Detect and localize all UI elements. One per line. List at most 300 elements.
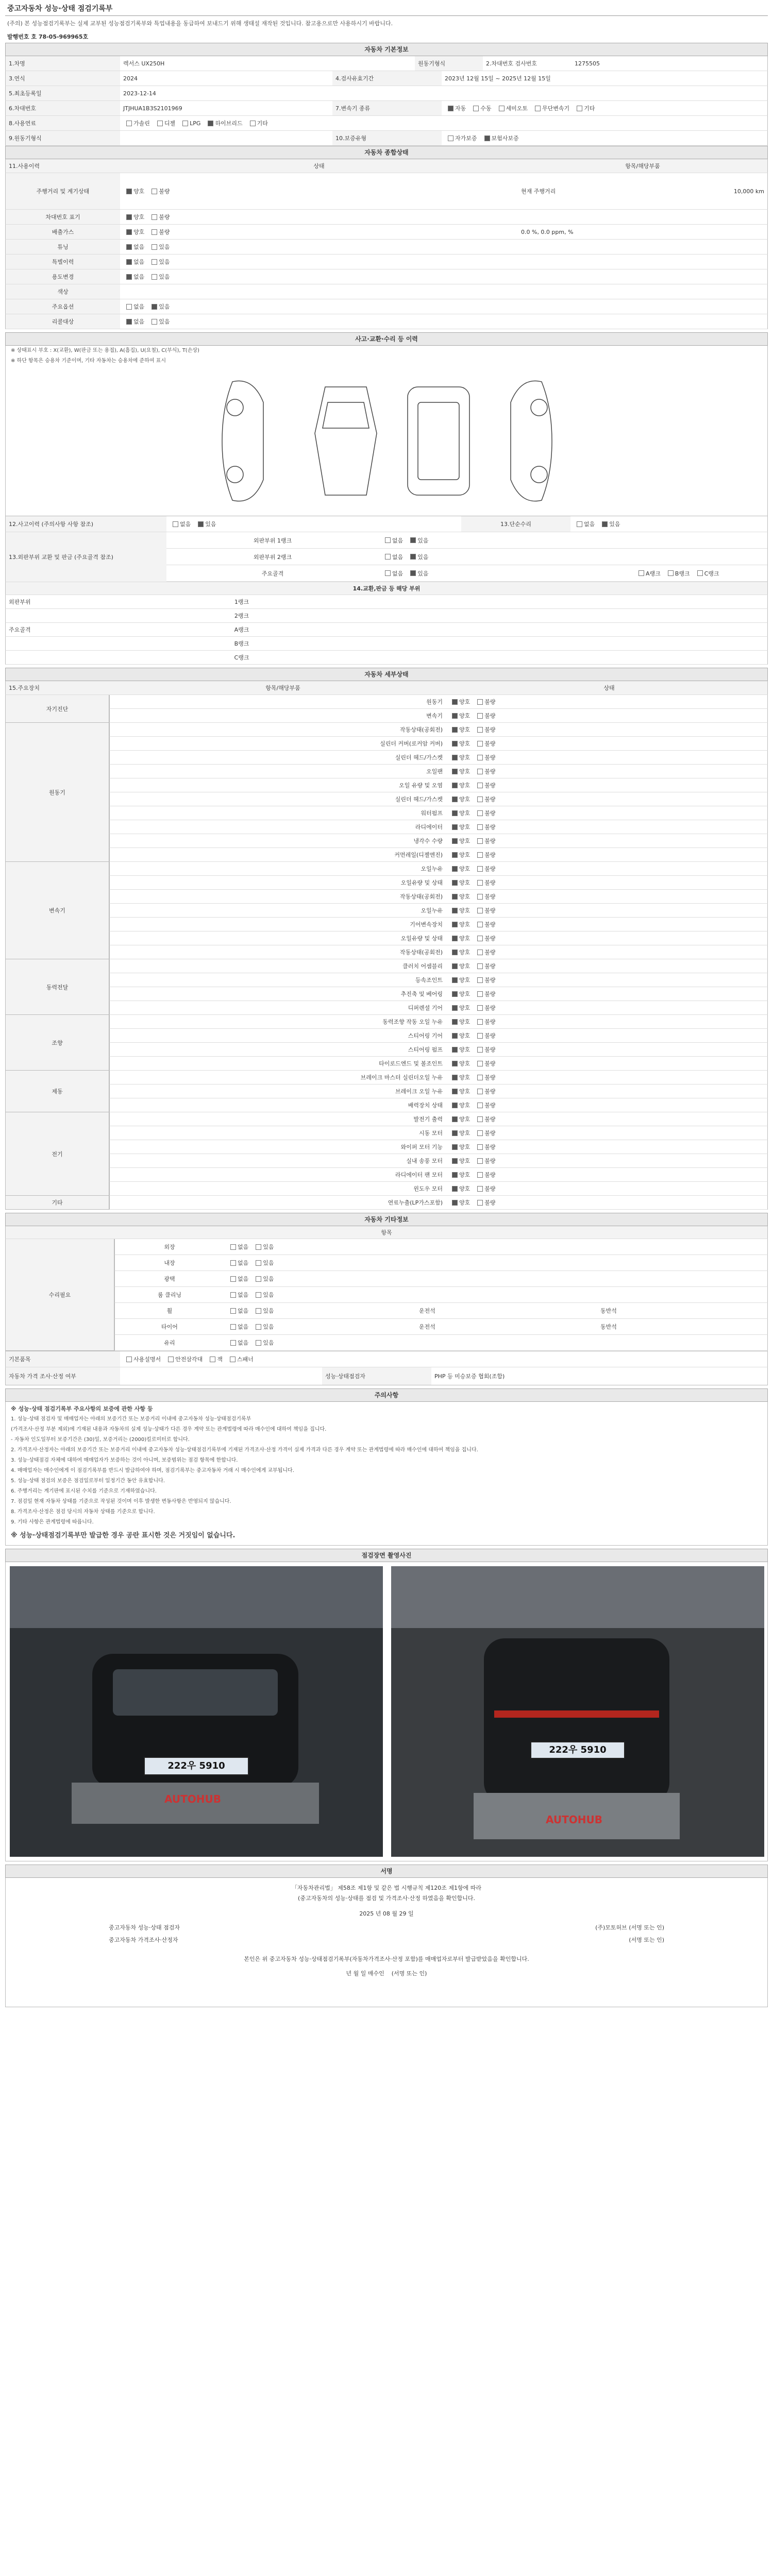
detail-row: [109, 723, 768, 737]
section-photos: 점검장면 촬영사진: [5, 1549, 768, 1562]
price-label: 자동차 가격 조사·산정 여부: [6, 1367, 120, 1385]
transmission-options: [442, 101, 767, 115]
basic-table: [5, 56, 768, 146]
state-checkbox[interactable]: 양호: [449, 1018, 470, 1026]
outer-rank2-label: 외판부위 2랭크: [253, 553, 292, 561]
detail-row: [109, 709, 768, 723]
checkbox-icon: [477, 727, 483, 733]
detail-group-label: 기타: [5, 1196, 109, 1210]
checkbox-icon: [152, 274, 157, 280]
checkbox-icon: [256, 1260, 261, 1266]
detail-group-label: 자기진단: [5, 695, 109, 723]
option-checkbox[interactable]: 디젤: [154, 119, 175, 127]
checkbox-checked-icon: [452, 783, 458, 788]
state-checkbox[interactable]: 불량: [474, 1004, 495, 1012]
detail-item-label: 와이퍼 모터 기능: [400, 1144, 443, 1150]
basic-value: 2023-12-14: [123, 90, 156, 97]
detail-item-label: 스티어링 펌프: [408, 1046, 443, 1053]
checkbox-checked-icon: [452, 741, 458, 747]
detail-row: [109, 918, 768, 931]
state-checkbox[interactable]: 불량: [474, 1073, 495, 1081]
mileage-label: 현재 주행거리: [521, 188, 556, 195]
state-checkbox[interactable]: 양호: [449, 906, 470, 914]
overall-item-label: 주행거리 및 계기상태: [6, 173, 120, 209]
state-checkbox[interactable]: 불량: [474, 711, 495, 720]
accident-legend: ※ 상태표시 부호 : X(교환), W(판금 또는 용접), A(흠집), U(요철), C(부식), T(손상): [11, 348, 199, 353]
detail-row: [109, 1154, 768, 1168]
state-checkbox[interactable]: 불량: [474, 809, 495, 817]
checkbox-icon: [477, 755, 483, 760]
overall-row: [5, 284, 768, 299]
state-checkbox[interactable]: 양호: [449, 976, 470, 984]
checkbox-icon: [477, 1186, 483, 1192]
sign-date: 2025 년 08 월 29 일: [359, 1910, 414, 1917]
detail-row: [109, 876, 768, 890]
checkbox-icon: [577, 521, 582, 527]
notes-line: 8. 가격조사·산정은 점검 당시의 자동차 상태를 기준으로 합니다.: [11, 1509, 155, 1515]
checkbox-icon: [126, 304, 132, 310]
option-checkbox[interactable]: 가솔린: [123, 119, 150, 127]
state-checkbox[interactable]: 불량: [474, 1059, 495, 1067]
state-checkbox[interactable]: 불량: [474, 1129, 495, 1137]
option-checkbox[interactable]: 수동: [470, 104, 491, 112]
checkbox-checked-icon: [452, 880, 458, 886]
basic-row: [5, 86, 768, 101]
detail-item-label: 기어변속장치: [410, 921, 443, 928]
detail-row: [109, 1057, 768, 1071]
detail-row: [109, 1126, 768, 1140]
state-checkbox[interactable]: 불량: [474, 739, 495, 748]
notes-line: - 자동차 인도일부터 보증기간은 (30)일, 보증거리는 (2000)킬로미터로 합니다.: [11, 1437, 190, 1443]
state-checkbox[interactable]: 양호: [449, 1171, 470, 1179]
state-checkbox[interactable]: 불량: [474, 1198, 495, 1207]
overall-item-label: 특별이력: [6, 255, 120, 269]
state-checkbox[interactable]: 양호: [449, 934, 470, 942]
detail-row: [109, 737, 768, 751]
inspector-label: 중고자동차 성능·상태 점검자: [109, 1924, 180, 1931]
notes-line: 1. 성능·상태 점검자 및 매매업자는 아래의 보증기간 또는 보증거리 이내에 중고자동차 성능·상태점검기록부: [11, 1416, 251, 1422]
checkbox-icon: [477, 963, 483, 969]
inspector-signature[interactable]: (주)모토허브 (서명 또는 인): [595, 1924, 664, 1931]
checkbox-checked-icon: [452, 1130, 458, 1136]
photos-area: [5, 1562, 768, 1861]
state-checkbox[interactable]: 불량: [474, 725, 495, 734]
detail-item-label: 워터펌프: [421, 810, 443, 817]
state-checkbox[interactable]: 양호: [449, 767, 470, 775]
notes-line: 4. 매매업자는 매수인에게 이 점검기록부를 반드시 발급하여야 하며, 점검기록부는 중고자동차 거래 시 매수인에게 교부됩니다.: [11, 1468, 294, 1473]
option-checkbox[interactable]: 자가보증: [445, 134, 477, 142]
checkbox-icon: [168, 1357, 174, 1362]
state-checkbox[interactable]: 양호: [449, 1073, 470, 1081]
checkbox-icon: [230, 1260, 236, 1266]
detail-row: [109, 890, 768, 904]
section-sign: 서명: [5, 1865, 768, 1878]
detail-row: [109, 1029, 768, 1043]
state-checkbox[interactable]: 불량: [474, 1157, 495, 1165]
accident-q3-label: 13.외판부위 교환 및 판금 (주요골격 참조): [6, 532, 166, 582]
basic-label: 5.최초등록일: [6, 86, 120, 100]
warranty-options: [442, 131, 767, 145]
detail-group: [5, 1196, 768, 1210]
checkbox-checked-icon: [452, 950, 458, 955]
checkbox-checked-icon: [602, 521, 608, 527]
state-checkbox[interactable]: 불량: [474, 906, 495, 914]
notes-warning: ※ 성능·상태점검기록부만 발급한 경우 공란 표시한 것은 거짓임이 없습니다.: [11, 1532, 236, 1539]
notes-block: [5, 1402, 768, 1546]
state-checkbox[interactable]: 불량: [474, 698, 495, 706]
detail-row: [109, 1140, 768, 1154]
detail-group: [5, 1015, 768, 1071]
checkbox-icon: [230, 1357, 236, 1362]
state-checkbox[interactable]: 불량: [474, 781, 495, 789]
checkbox-checked-icon: [410, 537, 416, 543]
detail-group: [5, 695, 768, 723]
checkbox-icon: [477, 1089, 483, 1094]
option-checkbox[interactable]: 세미오토: [496, 104, 528, 112]
option-checkbox[interactable]: 하이브리드: [205, 119, 242, 127]
checkbox-icon: [256, 1292, 261, 1298]
cert-value: 78-05-969965호: [38, 33, 89, 40]
notes-line: 6. 주행거리는 계기판에 표시된 수치를 기준으로 기재하였습니다.: [11, 1488, 157, 1494]
detail-item-label: 시동 모터: [418, 1130, 443, 1137]
checkbox-icon: [385, 537, 391, 543]
checkbox-checked-icon: [452, 796, 458, 802]
checkbox-icon: [477, 1047, 483, 1053]
state-checkbox[interactable]: 양호: [449, 725, 470, 734]
checkbox-checked-icon: [452, 1186, 458, 1192]
checkbox-checked-icon: [452, 769, 458, 774]
state-checkbox[interactable]: 양호: [449, 1004, 470, 1012]
state-checkbox[interactable]: 양호: [449, 865, 470, 873]
state-checkbox[interactable]: 불량: [474, 1087, 495, 1095]
state-checkbox[interactable]: 양호: [449, 698, 470, 706]
detail-row: [109, 1168, 768, 1182]
detail-item-label: 실린더 커버(로커암 커버): [380, 740, 443, 747]
checkbox-icon: [477, 1075, 483, 1080]
checkbox-icon: [477, 1005, 483, 1011]
checkbox-checked-icon: [452, 1158, 458, 1164]
checkbox-icon: [477, 894, 483, 900]
car-diagram-area: [5, 346, 768, 516]
option-checkbox[interactable]: 자동: [445, 104, 466, 112]
transmission-label: 7.변속기 종류: [332, 101, 442, 115]
state-checkbox[interactable]: 불량: [474, 1018, 495, 1026]
sign-line-1: 「자동차관리법」 제58조 제1항 및 같은 법 시행규칙 제120조 제1항에 따라: [291, 1885, 482, 1891]
state-checkbox[interactable]: 불량: [474, 990, 495, 998]
detail-row: [109, 1015, 768, 1029]
section-basic-info: 자동차 기본정보: [5, 43, 768, 56]
checkbox-checked-icon: [452, 824, 458, 830]
state-checkbox[interactable]: 양호: [449, 990, 470, 998]
detail-item-label: 오일유량 및 상태: [400, 879, 443, 886]
pricer-signature[interactable]: (서명 또는 인): [629, 1937, 664, 1943]
detail-head-main: 15.주요장치: [9, 685, 40, 691]
state-checkbox[interactable]: 불량: [474, 837, 495, 845]
overall-head-item: 11.사용이력: [6, 159, 120, 173]
detail-item-label: 작동상태(공회전): [400, 726, 443, 733]
checkbox-icon: [385, 570, 391, 576]
checkbox-icon: [477, 838, 483, 844]
document-title: 중고자동차 성능·상태 점검기록부: [5, 0, 768, 16]
state-checkbox[interactable]: 양호: [449, 920, 470, 928]
detail-group-label: 변속기: [5, 862, 109, 959]
checkbox-icon: [477, 713, 483, 719]
checkbox-checked-icon: [126, 214, 132, 220]
checkbox-checked-icon: [126, 229, 132, 235]
detail-row: [109, 1098, 768, 1112]
notice-text: (주의) 본 성능점검기록부는 실제 교부된 성능점검기록부와 특업내용을 동급하여 보내드기 위해 생태설 재작된 것입니다. 참고용으로만 사용하시기 바랍니다.: [7, 20, 393, 27]
checkbox-checked-icon: [452, 1033, 458, 1039]
state-checkbox[interactable]: 양호: [449, 1115, 470, 1123]
checkbox-checked-icon: [126, 259, 132, 265]
state-checkbox[interactable]: 불량: [474, 823, 495, 831]
detail-group-label: 조향: [5, 1015, 109, 1071]
state-checkbox[interactable]: 불량: [474, 892, 495, 901]
detail-item-label: 작동상태(공회전): [400, 893, 443, 900]
detail-item-label: 오일누유: [421, 907, 443, 914]
checkbox-icon: [477, 991, 483, 997]
state-checkbox[interactable]: 양호: [449, 1157, 470, 1165]
checkbox-icon: [697, 570, 703, 576]
state-checkbox[interactable]: 불량: [474, 948, 495, 956]
detail-head-state: 상태: [603, 685, 615, 691]
checkbox-icon: [477, 977, 483, 983]
detail-row: [109, 959, 768, 973]
accident-legend-2: ※ 하단 항목은 승용차 기준이며, 기타 자동차는 승용차에 준하여 표시: [11, 358, 166, 364]
checkbox-checked-icon: [126, 244, 132, 250]
checkbox-icon: [477, 950, 483, 955]
detail-row: [109, 1084, 768, 1098]
warranty-label: 10.보증유형: [332, 131, 442, 145]
section-other: 자동차 기타정보: [5, 1213, 768, 1226]
state-checkbox[interactable]: 불량: [474, 1171, 495, 1179]
buyer-line: 년 월 일 매수인 (서명 또는 인): [346, 1970, 427, 1977]
rank-group-label: 주요골격: [9, 626, 31, 633]
state-checkbox[interactable]: 양호: [449, 753, 470, 761]
notes-line: 2. 가격조사·산정자는 아래의 보증기간 또는 보증거리 이내에 중고자동차 성능·상태점검기록부에 기재된 가격조사·산정 가격이 실제 가격과 다른 경우 계약 또는 관계법령에 따라 매수인에 대하여 책임을 집니다.: [11, 1447, 478, 1453]
checkbox-checked-icon: [452, 713, 458, 719]
checkbox-icon: [477, 810, 483, 816]
checkbox-icon: [577, 106, 582, 111]
basic-right-value: 1275505: [575, 60, 600, 67]
state-checkbox[interactable]: 불량: [474, 920, 495, 928]
checkbox-icon: [499, 106, 505, 111]
checkbox-icon: [385, 554, 391, 560]
overall-row: 주요옵션 없음 있음: [5, 299, 768, 314]
overall-item-label: 배출가스: [6, 225, 120, 239]
state-checkbox[interactable]: 양호: [449, 1045, 470, 1054]
state-checkbox[interactable]: 양호: [449, 962, 470, 970]
option-checkbox[interactable]: 보험사보증: [481, 134, 519, 142]
state-checkbox[interactable]: 양호: [449, 878, 470, 887]
checkbox-checked-icon: [452, 977, 458, 983]
overall-head-state: 상태: [313, 163, 325, 170]
state-checkbox[interactable]: 양호: [449, 1101, 470, 1109]
state-checkbox[interactable]: 양호: [449, 1031, 470, 1040]
mileage-cell: [518, 173, 767, 209]
option-checkbox[interactable]: LPG: [179, 120, 200, 127]
overall-item-label: 차대번호 표기: [6, 210, 120, 224]
detail-item-label: 실린더 헤드/가스켓: [395, 754, 443, 761]
detail-item-label: 변속기: [426, 713, 443, 719]
state-checkbox[interactable]: 양호: [449, 892, 470, 901]
state-checkbox[interactable]: 양호: [449, 1143, 470, 1151]
overall-head-note: 항목/해당부품: [625, 163, 660, 170]
checkbox-checked-icon: [452, 1103, 458, 1108]
overall-header-row: [5, 159, 768, 173]
detail-row: [109, 862, 768, 876]
option-checkbox[interactable]: 기타: [574, 104, 595, 112]
checkbox-icon: [477, 908, 483, 913]
state-checkbox[interactable]: 불량: [474, 753, 495, 761]
detail-item-label: 브레이크 오일 누유: [395, 1088, 443, 1095]
state-checkbox[interactable]: 불량: [474, 865, 495, 873]
checkbox-icon: [477, 922, 483, 927]
checkbox-checked-icon: [126, 274, 132, 280]
checkbox-checked-icon: [410, 570, 416, 576]
state-checkbox[interactable]: 양호: [449, 781, 470, 789]
checkbox-checked-icon: [452, 1116, 458, 1122]
state-checkbox[interactable]: 불량: [474, 878, 495, 887]
buyer-signature[interactable]: (서명 또는 인): [391, 1970, 427, 1977]
state-checkbox[interactable]: 양호: [449, 823, 470, 831]
state-checkbox[interactable]: 불량: [474, 1031, 495, 1040]
option-checkbox[interactable]: 무단변속기: [532, 104, 569, 112]
detail-item-label: 실린더 헤드/가스켓: [395, 796, 443, 803]
state-checkbox[interactable]: 불량: [474, 795, 495, 803]
section-overall: 자동차 종합상태: [5, 146, 768, 159]
basic-label: 6.차대번호: [6, 101, 120, 115]
basic-label: 9.원동기형식: [6, 131, 120, 145]
state-checkbox[interactable]: 양호: [449, 1129, 470, 1137]
detail-item-label: 디퍼렌셜 기어: [408, 1005, 443, 1011]
checkbox-icon: [230, 1292, 236, 1298]
rear-photo: [391, 1566, 764, 1857]
state-checkbox[interactable]: 불량: [474, 934, 495, 942]
state-checkbox[interactable]: 양호: [449, 739, 470, 748]
detail-row: [109, 806, 768, 820]
state-checkbox[interactable]: 불량: [474, 962, 495, 970]
checkbox-icon: [477, 866, 483, 872]
state-checkbox[interactable]: 양호: [449, 1059, 470, 1067]
state-checkbox[interactable]: 양호: [449, 795, 470, 803]
option-checkbox[interactable]: 기타: [247, 119, 268, 127]
checkbox-icon: [256, 1308, 261, 1314]
notes-line: 9. 기타 사항은 관계법령에 따릅니다.: [11, 1519, 94, 1525]
notes-line: 5. 성능·상태 점검의 보증은 점검일로부터 일정기간 동안 유효합니다.: [11, 1478, 165, 1484]
notes-line: (가격조사·산정 부분 제외)에 기재된 내용과 자동차의 실제 성능·상태가 다른 경우 계약 또는 관계법령에 따라 매수인에 대하여 책임을 집니다.: [11, 1427, 327, 1432]
detail-item-label: 오일 유량 및 오염: [399, 782, 443, 789]
checkbox-icon: [535, 106, 541, 111]
other-head: 항목: [381, 1229, 392, 1236]
checkbox-icon: [477, 824, 483, 830]
car-rear-top-icon: [408, 387, 469, 495]
state-checkbox[interactable]: 불량: [474, 767, 495, 775]
basic-value: JTJHUA1B3S2101969: [123, 105, 182, 112]
checkbox-icon: [152, 319, 157, 325]
checkbox-checked-icon: [452, 755, 458, 760]
state-checkbox[interactable]: 불량: [474, 1101, 495, 1109]
state-checkbox[interactable]: 불량: [474, 1143, 495, 1151]
checkbox-icon: [477, 1130, 483, 1136]
detail-row: [109, 987, 768, 1001]
state-checkbox[interactable]: 양호: [449, 1198, 470, 1207]
checkbox-icon: [477, 852, 483, 858]
detail-header-row: [5, 681, 768, 695]
detail-item-label: 동력조향 작동 오일 누유: [382, 1019, 443, 1025]
state-checkbox[interactable]: 불량: [474, 1184, 495, 1193]
detail-item-label: 연료누출(LP가스포함): [388, 1199, 443, 1206]
accident-q4-row: [5, 582, 768, 595]
basic-value: 2024: [123, 75, 138, 82]
state-checkbox[interactable]: 양호: [449, 809, 470, 817]
detail-row: [109, 973, 768, 987]
state-checkbox[interactable]: 양호: [449, 1087, 470, 1095]
basic-mid-label: 4.검사유효기간: [332, 71, 442, 86]
accident-row: 12.사고이력 (주의사항 사항 참조) 없음 있음 13.단순수리 없음 있음: [5, 516, 768, 532]
rank-group-label: 외판부위: [9, 599, 31, 605]
state-checkbox[interactable]: 불량: [474, 1045, 495, 1054]
checkbox-icon: [182, 121, 188, 126]
state-checkbox[interactable]: 불량: [474, 976, 495, 984]
detail-group: [5, 862, 768, 959]
basic-value: 렉서스 UX250H: [123, 60, 165, 67]
pricer-label: 중고자동차 가격조사·산정자: [109, 1937, 178, 1943]
section-detail: 자동차 세부상태: [5, 668, 768, 681]
price-right: PHP 등 미승보증 협회(조합): [434, 1373, 505, 1380]
state-checkbox[interactable]: 양호: [449, 948, 470, 956]
state-checkbox[interactable]: 양호: [449, 711, 470, 720]
state-checkbox[interactable]: 불량: [474, 1115, 495, 1123]
detail-row: [109, 1182, 768, 1196]
detail-group-label: 전기: [5, 1112, 109, 1196]
checkbox-checked-icon: [198, 521, 204, 527]
state-checkbox[interactable]: 양호: [449, 1184, 470, 1193]
state-checkbox[interactable]: 양호: [449, 851, 470, 859]
checkbox-icon: [477, 1103, 483, 1108]
checkbox-checked-icon: [126, 189, 132, 194]
checkbox-checked-icon: [208, 121, 213, 126]
checkbox-checked-icon: [452, 852, 458, 858]
checkbox-icon: [256, 1244, 261, 1250]
checkbox-icon: [638, 570, 644, 576]
checkbox-checked-icon: [452, 699, 458, 705]
checkbox-icon: [477, 699, 483, 705]
car-front-top-icon: [315, 387, 377, 495]
overall-item-label: 리콜대상: [6, 314, 120, 329]
notes-line: 7. 점검일 현재 자동차 상태를 기준으로 작성된 것이며 이후 발생한 변동사항은 반영되지 않습니다.: [11, 1499, 231, 1504]
detail-row: [109, 778, 768, 792]
overall-row: 리콜대상 없음 있음: [5, 314, 768, 329]
checkbox-checked-icon: [452, 1144, 458, 1150]
front-photo: [10, 1566, 383, 1857]
state-checkbox[interactable]: 불량: [474, 851, 495, 859]
basic-row: [5, 131, 768, 146]
checkbox-checked-icon: [410, 554, 416, 560]
rear-brand-logo: AUTOHUB: [546, 1814, 602, 1826]
detail-item-label: 원동기: [426, 699, 443, 705]
checkbox-checked-icon: [152, 304, 157, 310]
sign-line-2: (중고자동차의 성능·상태를 점검 및 가격조사·산정 하였음을 확인합니다.: [298, 1895, 475, 1902]
mileage-value: 10,000 km: [733, 188, 764, 195]
detail-item-label: 오일유량 및 상태: [400, 935, 443, 942]
checkbox-icon: [477, 1033, 483, 1039]
state-checkbox[interactable]: 양호: [449, 837, 470, 845]
checkbox-checked-icon: [452, 810, 458, 816]
outer-rank1-label: 외판부위 1랭크: [253, 537, 292, 544]
checkbox-icon: [477, 1200, 483, 1206]
sign-block: [5, 1878, 768, 2007]
